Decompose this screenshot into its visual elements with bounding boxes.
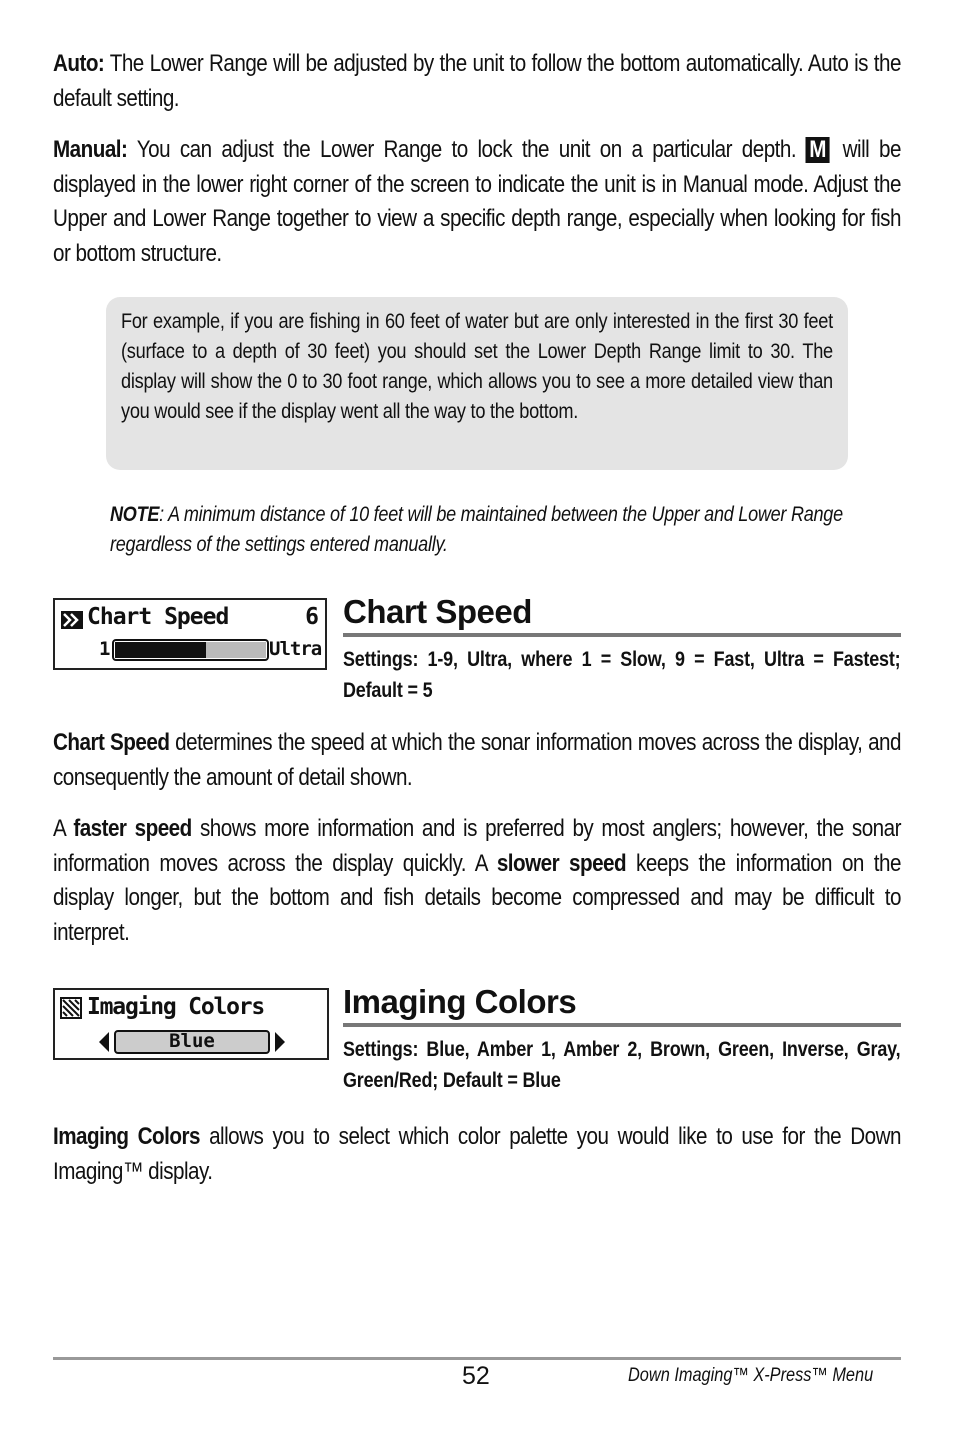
page-number: 52 [462,1362,490,1390]
note-text: : A minimum distance of 10 feet will be maintained between the Upper and Lower Range regardless of the settings entered manually. [110,503,843,556]
note-paragraph [110,500,845,560]
chart-speed-term: Chart Speed [53,729,170,756]
chart-speed-paragraph-1 [53,726,901,795]
faster-speed-term: faster speed [73,815,192,842]
chart-speed-p1-text: determines the speed at which the sonar information moves across the display, and consequently the amount of detail shown. [53,729,901,791]
chart-speed-min-label: 1 [99,638,111,660]
footer-section-title: Down Imaging™ X-Press™ Menu [628,1365,874,1386]
chart-speed-p2-c: keeps the information on the display longer, but the bottom and fish details become compressed and may be difficult to interpret. [53,849,901,946]
auto-label: Auto: [53,50,105,77]
chart-speed-paragraph-2 [53,812,901,950]
chart-speed-menu-widget [53,598,327,670]
chart-speed-slider-fill [115,642,206,658]
previous-arrow-icon [99,1032,109,1052]
chart-speed-slider-remaining [206,642,266,658]
chart-speed-icon [61,611,83,629]
chart-speed-p2-a: A [53,815,74,842]
manual-text-1: You can adjust the Lower Range to lock the unit on a particular depth. [127,136,797,163]
imaging-colors-menu-widget [53,988,329,1060]
chart-speed-heading-rule [343,633,901,637]
manual-text-2: will be displayed in the lower right corner of the screen to indicate the unit is in Manual mode. Adjust the Upper and Lower Range together to view a specific depth range, especially when looking for fish or bottom structure. [53,136,901,267]
chart-speed-widget-title: Chart Speed [87,604,229,630]
note-label: NOTE [110,503,160,526]
chart-speed-settings: Settings: 1-9, Ultra, where 1 = Slow, 9 = Fast, Ultra = Fastest; Default = 5 [343,648,901,702]
manual-mode-badge: M [806,137,830,163]
imaging-colors-term: Imaging Colors [53,1123,200,1150]
chart-speed-max-label: Ultra [269,638,322,660]
example-callout-text: For example, if you are fishing in 60 feet of water but are only interested in the first 30 feet (surface to a depth of 30 feet) you should set the Lower Depth Range limit to 30. The display will show the 0 to 30 foot range, which allows you to see a more detailed view than you would see if the display went all the way to the bottom. [121,310,833,423]
manual-paragraph [53,133,901,271]
slower-speed-term: slower speed [496,849,627,877]
imaging-colors-heading-rule [343,1023,901,1027]
imaging-colors-paragraph [53,1120,901,1189]
imaging-colors-widget-title: Imaging Colors [87,994,265,1020]
chart-speed-widget-value: 6 [305,604,319,630]
auto-text: The Lower Range will be adjusted by the unit to follow the bottom automatically. Auto is the default setting. [53,50,901,112]
chart-speed-heading: Chart Speed [343,593,532,630]
next-arrow-icon [275,1032,285,1052]
imaging-colors-widget-value: Blue [169,1030,215,1052]
chart-speed-p2-b: shows more information and is preferred by most anglers; however, the sonar information moves across the display quickly. A [53,815,901,877]
imaging-colors-p1-text: allows you to select which color palette you would like to use for the Down Imaging™ display. [53,1123,901,1185]
manual-label: Manual: [53,136,128,163]
auto-paragraph [53,47,901,116]
imaging-colors-settings: Settings: Blue, Amber 1, Amber 2, Brown, Green, Inverse, Gray, Green/Red; Default = Blue [343,1038,901,1092]
imaging-colors-icon [61,998,81,1018]
imaging-colors-heading: Imaging Colors [343,983,577,1020]
footer-rule [53,1357,901,1360]
